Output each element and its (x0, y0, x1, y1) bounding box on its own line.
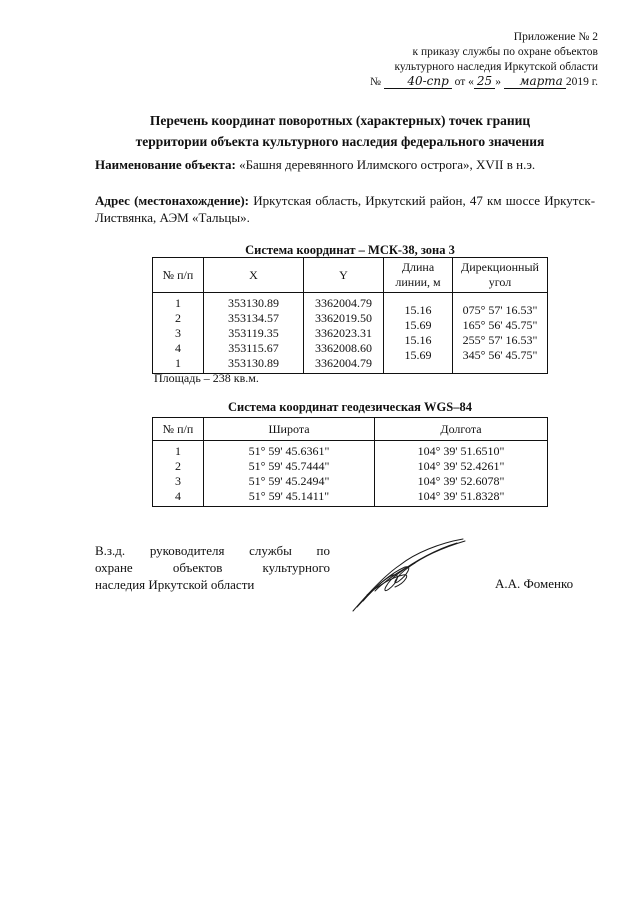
signatory-position-line: наследия Иркутской области (95, 577, 255, 592)
table2-header-lat: Широта (204, 418, 375, 441)
signatory-position (95, 542, 330, 593)
table1-x: 353115.67 (228, 341, 279, 355)
document-title (60, 110, 620, 152)
table1-x: 353130.89 (228, 356, 279, 370)
table1-angle-column (453, 293, 548, 374)
table1-num: 1 (175, 356, 181, 370)
table2-lon-column (375, 441, 548, 507)
appendix-line: к приказу службы по охране объектов (412, 46, 598, 58)
table2-lat: 51° 59' 45.6361" (248, 444, 330, 458)
order-month-handwritten: марта (504, 75, 566, 89)
signatory-position-line: охране объектов культурного (95, 560, 330, 575)
appendix-line: Приложение № 2 (513, 31, 598, 43)
table2-header-num: № п/п (153, 418, 204, 441)
table1-x-column (204, 293, 304, 374)
table1-header-x: X (204, 258, 304, 293)
table1-x: 353119.35 (228, 326, 279, 340)
table2-caption: Система координат геодезическая WGS–84 (228, 400, 472, 414)
table1-angle: 075° 57' 16.53" (462, 303, 538, 317)
table1-header-num: № п/п (153, 258, 204, 293)
object-name-paragraph (95, 156, 595, 173)
table2-lon: 104° 39' 51.8328" (417, 489, 505, 503)
table1-header-y: Y (304, 258, 384, 293)
object-name-value: «Башня деревянного Илимского острога», XVII в н.э. (239, 157, 536, 172)
table2-num-column (153, 441, 204, 507)
order-day-handwritten: 25 (474, 75, 495, 89)
order-number-handwritten: 40-спр (384, 75, 452, 89)
table1-num: 1 (175, 296, 181, 310)
table1-y: 3362004.79 (315, 356, 372, 370)
table1-num: 3 (175, 326, 181, 340)
title-line: Перечень координат поворотных (характерных) точек границ (149, 113, 531, 128)
table1-y: 3362023.31 (315, 326, 372, 340)
table1-length: 15.69 (404, 348, 432, 362)
table2-num: 2 (175, 459, 181, 473)
table1-length: 15.69 (404, 318, 432, 332)
object-address-value: Иркутская область, Иркутский район, 47 км шоссе Иркутск-Листвянка, АЭМ «Тальцы». (95, 193, 596, 225)
order-number-prefix: № (369, 76, 381, 88)
table1-y: 3362019.50 (315, 311, 372, 325)
table2-lon: 104° 39' 52.4261" (417, 459, 505, 473)
table2-lon: 104° 39' 52.6078" (417, 474, 505, 488)
area-label: Площадь – 238 кв.м. (154, 371, 259, 385)
handwritten-signature (345, 535, 470, 615)
table1-length: 15.16 (404, 333, 432, 347)
object-address-paragraph (95, 192, 595, 226)
table2-num: 1 (175, 444, 181, 458)
table1-num: 2 (175, 311, 181, 325)
table2-num: 4 (175, 489, 181, 503)
table2-lat: 51° 59' 45.1411" (248, 489, 330, 503)
table-row (153, 441, 548, 507)
object-name-label: Наименование объекта: (95, 157, 236, 172)
signatory-position-line: В.з.д. руководителя службы по (95, 543, 330, 558)
table1-header-angle: Дирекционный угол (453, 258, 548, 293)
table1-length: 15.16 (404, 303, 432, 317)
table1-angle: 255° 57' 16.53" (462, 333, 538, 347)
appendix-line: культурного наследия Иркутской области (394, 61, 598, 73)
object-address-label: Адрес (местонахождение): (95, 193, 250, 208)
appendix-header (370, 30, 598, 90)
title-line: территории объекта культурного наследия федерального значения (135, 134, 545, 149)
order-number-line (370, 75, 598, 90)
table1-y-column (304, 293, 384, 374)
order-date-prefix: от « (454, 76, 474, 88)
order-year: 2019 г. (565, 76, 598, 88)
table2-lat: 51° 59' 45.7444" (248, 459, 330, 473)
table1-y: 3362008.60 (315, 341, 372, 355)
table1-x: 353130.89 (228, 296, 279, 310)
table1-x: 353134.57 (228, 311, 279, 325)
table2-lon: 104° 39' 51.6510" (417, 444, 505, 458)
table-row (153, 293, 548, 374)
table1-angle: 345° 56' 45.75" (462, 348, 538, 362)
table1-caption: Система координат – МСК-38, зона 3 (245, 243, 455, 257)
table1-y: 3362004.79 (315, 296, 372, 310)
table1-length-column (384, 293, 453, 374)
wgs84-coordinates-table (152, 417, 548, 507)
table2-num: 3 (175, 474, 181, 488)
signatory-name: А.А. Фоменко (495, 576, 574, 591)
msk38-coordinates-table (152, 257, 548, 374)
order-date-mid: » (495, 76, 501, 88)
table1-angle: 165° 56' 45.75" (462, 318, 538, 332)
table1-num-column (153, 293, 204, 374)
table2-lat: 51° 59' 45.2494" (248, 474, 330, 488)
table1-header-length: Длина линии, м (384, 258, 453, 293)
table2-header-lon: Долгота (375, 418, 548, 441)
table2-lat-column (204, 441, 375, 507)
table1-num: 4 (175, 341, 181, 355)
